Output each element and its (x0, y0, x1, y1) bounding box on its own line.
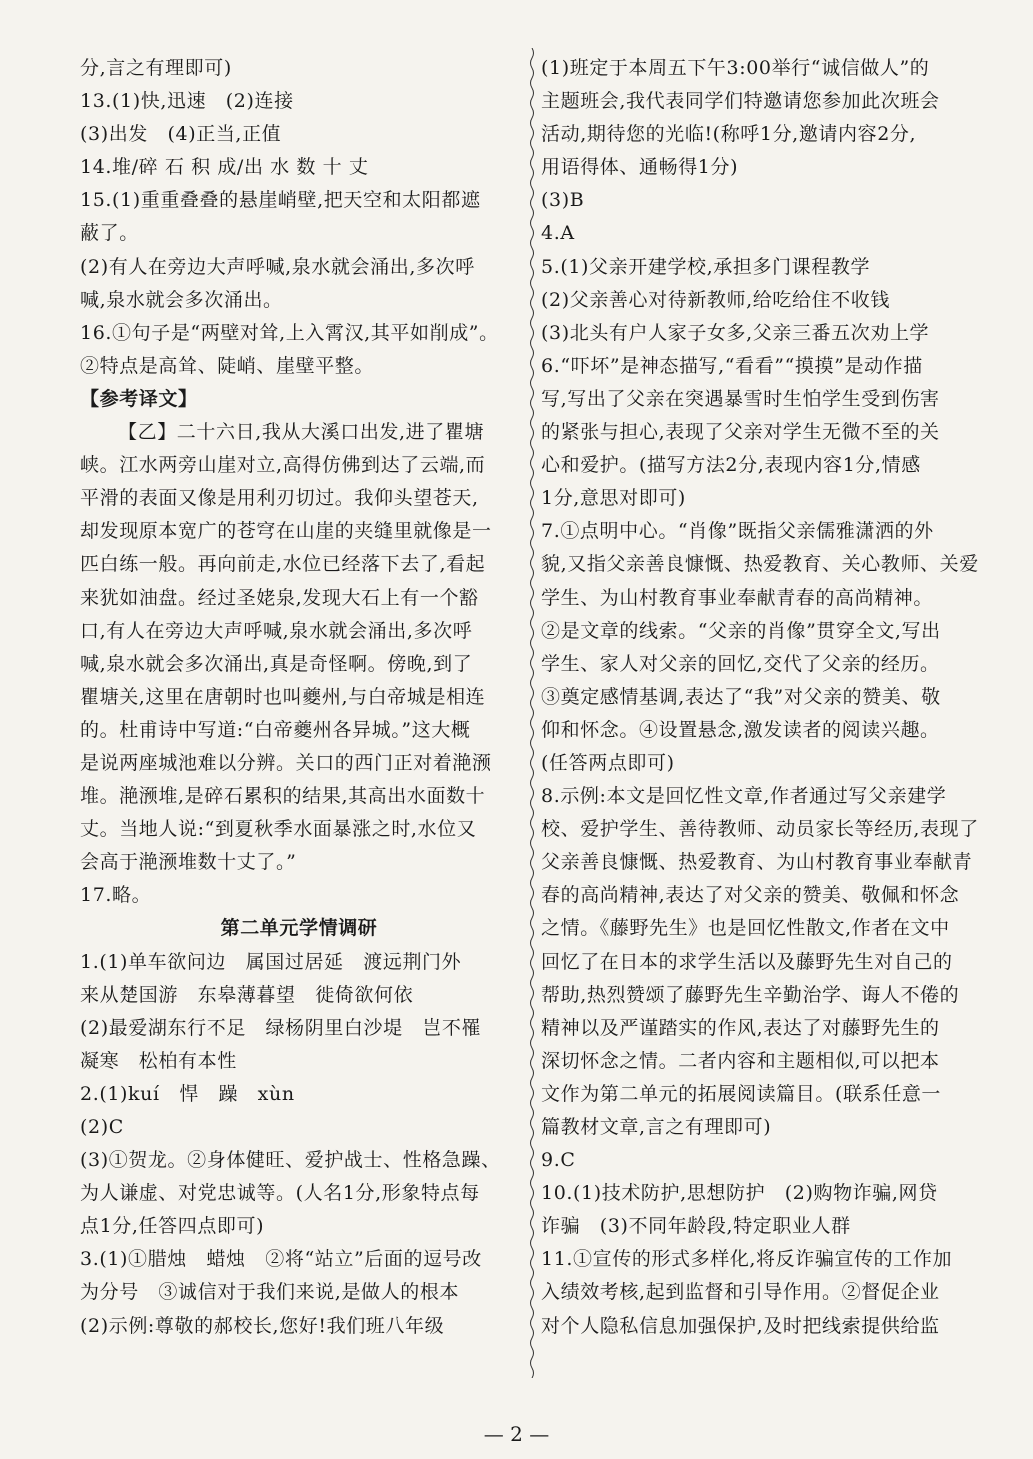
text-line: 1分,意思对即可) (541, 487, 686, 510)
text-line: 15.(1)重重叠叠的悬崖峭壁,把天空和太阳都遮 (80, 189, 481, 212)
text-line: 为分号 ③诚信对于我们来说,是做人的根本 (80, 1281, 460, 1304)
text-line: 7.①点明中心。“肖像”既指父亲儒雅潇洒的外 (541, 520, 934, 543)
text-line: 瞿塘关,这里在唐朝时也叫夔州,与白帝城是相连 (80, 685, 486, 708)
text-line: 是说两座城池难以分辨。关口的西门正对着滟滪 (80, 751, 492, 774)
text-line: 点1分,任答四点即可) (80, 1215, 265, 1238)
text-line: 来从楚国游 东皋薄暮望 徙倚欲何依 (80, 983, 414, 1006)
page-number: — 2 — (483, 1422, 550, 1446)
text-line: 回忆了在日本的求学生活以及藤野先生对自己的 (541, 950, 953, 973)
text-line: 匹白练一般。再向前走,水位已经落下去了,看起 (80, 553, 486, 576)
left-column (80, 52, 518, 1343)
text-line: 篇教材文章,言之有理即可) (541, 1116, 772, 1138)
text-line: 对个人隐私信息加强保护,及时把线索提供给监 (541, 1314, 940, 1337)
column-divider (528, 48, 536, 1378)
text-line: (3)B (541, 189, 585, 212)
text-line: (2)最爱湖东行不足 绿杨阴里白沙堤 岂不罹 (80, 1016, 482, 1039)
text-line: 口,有人在旁边大声呼喊,泉水就会涌出,多次呼 (80, 619, 473, 642)
text-line: 用语得体、通畅得1分) (541, 156, 739, 179)
right-column (541, 52, 989, 1343)
text-line: 入绩效考核,起到监督和引导作用。②督促企业 (541, 1281, 940, 1304)
text-line: 活动,期待您的光临!(称呼1分,邀请内容2分, (541, 123, 917, 146)
text-line: 16.①句子是“两壁对耸,上入霄汉,其平如削成”。 (80, 321, 499, 344)
text-line: 父亲善良慷慨、热爱教育、为山村教育事业奉献青 (541, 851, 973, 874)
text-line: ③奠定感情基调,表达了“我”对父亲的赞美、敬 (541, 685, 941, 708)
text-line: 主题班会,我代表同学们特邀请您参加此次班会 (541, 90, 940, 113)
text-line: 写,写出了父亲在突遇暴雪时生怕学生受到伤害 (541, 387, 940, 410)
text-line: 蔽了。 (80, 222, 139, 245)
text-line: 丈。当地人说:“到夏秋季水面暴涨之时,水位又 (80, 818, 477, 841)
text-line: 3.(1)①腊烛 蜡烛 ②将“站立”后面的逗号改 (80, 1248, 482, 1271)
text-line: ②是文章的线索。“父亲的肖像”贯穿全文,写出 (541, 619, 941, 642)
text-line: 5.(1)父亲开建学校,承担多门课程教学 (541, 255, 871, 278)
text-line: 文作为第二单元的拓展阅读篇目。(联系任意一 (541, 1082, 942, 1105)
text-line: 精神以及严谨踏实的作风,表达了对藤野先生的 (541, 1016, 940, 1039)
text-line: 凝寒 松柏有本性 (80, 1049, 237, 1072)
text-line: 的。杜甫诗中写道:“白帝夔州各异城。”这大概 (80, 718, 471, 741)
text-line: (1)班定于本周五下午3:00举行“诚信做人”的 (541, 57, 930, 79)
text-line: 14.堆/碎 石 积 成/出 水 数 十 丈 (80, 156, 369, 179)
text-line: 10.(1)技术防护,思想防护 (2)购物诈骗,网贷 (541, 1182, 938, 1205)
text-line: (2)C (80, 1116, 124, 1138)
text-line: 却发现原本宽广的苍穹在山崖的夹缝里就像是一 (80, 520, 492, 543)
text-line: 4.A (541, 222, 575, 245)
text-line: 校、爱护学生、善待教师、动员家长等经历,表现了 (541, 818, 979, 841)
text-line: 9.C (541, 1149, 576, 1172)
text-line: 喊,泉水就会多次涌出。 (80, 288, 283, 311)
text-line: ②特点是高耸、陡峭、崖壁平整。 (80, 354, 375, 377)
text-line: (2)有人在旁边大声呼喊,泉水就会涌出,多次呼 (80, 255, 475, 278)
text-line: 诈骗 (3)不同年龄段,特定职业人群 (541, 1215, 851, 1238)
text-line: 貌,又指父亲善良慷慨、热爱教育、关心教师、关爱 (541, 553, 979, 576)
text-line: (3)①贺龙。②身体健旺、爱护战士、性格急躁、 (80, 1149, 501, 1172)
text-line: 【参考译文】 (80, 387, 198, 410)
text-line: 6.“吓坏”是神态描写,“看看”“摸摸”是动作描 (541, 354, 923, 377)
text-line: 8.示例:本文是回忆性文章,作者通过写父亲建学 (541, 785, 947, 808)
text-line: 11.①宣传的形式多样化,将反诈骗宣传的工作加 (541, 1248, 953, 1271)
text-line: (3)出发 (4)正当,正值 (80, 123, 282, 146)
text-line: 堆。滟滪堆,是碎石累积的结果,其高出水面数十 (80, 785, 486, 808)
text-line: 学生、家人对父亲的回忆,交代了父亲的经历。 (541, 652, 940, 675)
text-line: 17.略。 (80, 884, 152, 907)
text-line: 之情。《藤野先生》也是回忆性散文,作者在文中 (541, 917, 950, 940)
text-line: 春的高尚精神,表达了对父亲的赞美、敬佩和怀念 (541, 884, 960, 907)
text-line: 峡。江水两旁山崖对立,高得仿佛到达了云端,而 (80, 454, 486, 477)
text-line: 为人谦虚、对党忠诚等。(人名1分,形象特点每 (80, 1182, 480, 1205)
text-line: 【乙】二十六日,我从大溪口出发,进了瞿塘 (118, 421, 485, 444)
text-line: (任答两点即可) (541, 751, 675, 774)
text-line: 2.(1)kuí 悍 躁 xùn (80, 1082, 295, 1105)
text-line: (2)示例:尊敬的郝校长,您好!我们班八年级 (80, 1314, 445, 1337)
text-line: 喊,泉水就会多次涌出,真是奇怪啊。傍晚,到了 (80, 652, 473, 675)
text-line: 仰和怀念。④设置悬念,激发读者的阅读兴趣。 (541, 718, 940, 741)
text-line: 平滑的表面又像是用利刃切过。我仰头望苍天, (80, 487, 479, 510)
text-line: 13.(1)快,迅速 (2)连接 (80, 90, 294, 113)
text-line: 深切怀念之情。二者内容和主题相似,可以把本 (541, 1049, 940, 1072)
text-line: 心和爱护。(描写方法2分,表现内容1分,情感 (541, 454, 921, 477)
text-line: 来犹如油盘。经过圣姥泉,发现大石上有一个豁 (80, 586, 479, 609)
text-line: (2)父亲善心对待新教师,给吃给住不收钱 (541, 288, 890, 311)
text-line: 分,言之有理即可) (80, 57, 232, 79)
text-line: 帮助,热烈赞颂了藤野先生辛勤治学、诲人不倦的 (541, 983, 960, 1006)
text-line: 会高于滟滪堆数十丈了。” (80, 851, 297, 874)
text-line: (3)北头有户人家子女多,父亲三番五次劝上学 (541, 321, 930, 344)
text-line: 第二单元学情调研 (220, 917, 378, 940)
text-line: 的紧张与担心,表现了父亲对学生无微不至的关 (541, 421, 940, 444)
text-line: 1.(1)单车欲问边 属国过居延 渡远荆门外 (80, 950, 462, 973)
text-line: 学生、为山村教育事业奉献青春的高尚精神。 (541, 586, 934, 609)
